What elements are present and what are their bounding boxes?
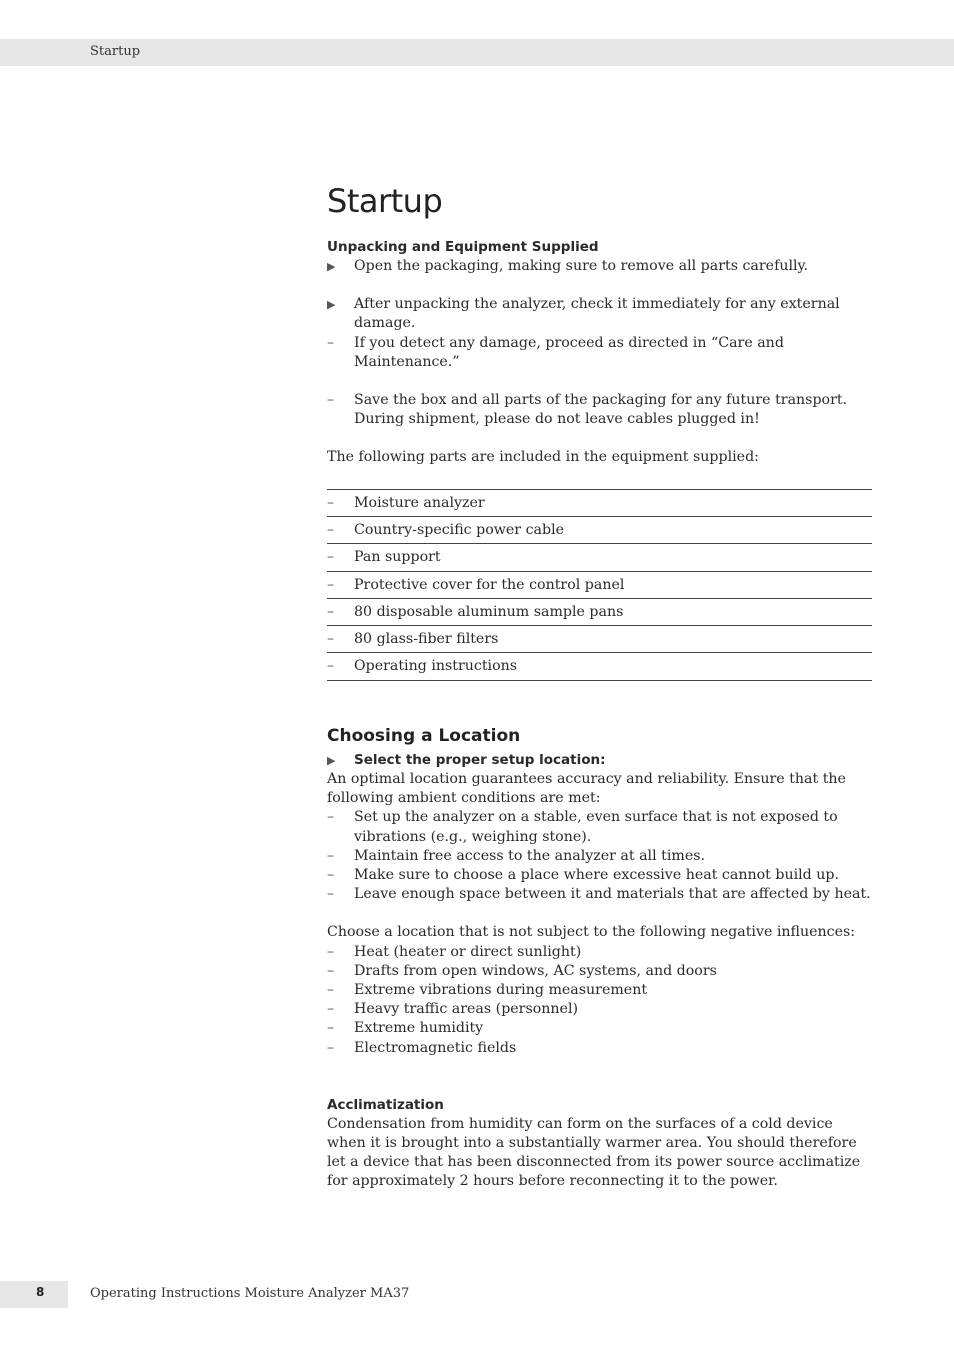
- unpacking-heading: Unpacking and Equipment Supplied: [327, 239, 599, 255]
- list-item: – Heavy traffic areas (personnel): [327, 1001, 579, 1018]
- location-intro: An optimal location guarantees accuracy and reliability. Ensure that the following ambient conditions are met:: [327, 770, 846, 807]
- list-item: – Maintain free access to the analyzer at all times.: [327, 847, 706, 864]
- page-number: 8: [36, 1285, 45, 1299]
- triangle-bullet-icon: ▶: [327, 260, 336, 273]
- location-instruction: ▶ Select the proper setup location:: [327, 751, 872, 770]
- list-item: – Leave enough space between it and materials that are affected by heat.: [327, 886, 871, 903]
- parts-intro: The following parts are included in the equipment supplied:: [327, 449, 759, 466]
- acclimatization-heading: Acclimatization: [327, 1096, 444, 1113]
- unpacking-step-2: ▶ After unpacking the analyzer, check it immediately for any external damage.: [327, 296, 840, 332]
- table-row: – Operating instructions: [327, 653, 872, 680]
- list-item: – Extreme vibrations during measurement: [327, 981, 648, 998]
- list-item: – Extreme humidity: [327, 1020, 484, 1037]
- location-heading: Choosing a Location: [327, 725, 521, 746]
- table-row: – 80 disposable aluminum sample pans: [327, 599, 872, 626]
- dash-bullet: –: [327, 334, 335, 351]
- unpacking-step-1: ▶ Open the packaging, making sure to remove all parts carefully.: [327, 257, 872, 276]
- unpacking-note-2: – Save the box and all parts of the packaging for any future transport. During shipment, please do not leave cables plugged in!: [327, 392, 848, 428]
- list-item: – Set up the analyzer on a stable, even surface that is not exposed to vibrations (e.g., weighing stone).: [327, 809, 838, 845]
- negative-intro: Choose a location that is not subject to the following negative influences:: [327, 924, 856, 941]
- triangle-bullet-icon: ▶: [327, 753, 336, 767]
- acclimatization-text: Condensation from humidity can form on the surfaces of a cold device when it is brought into a substantially warmer area. You should therefore let a device that has been disconnected from its power source acclimatize for approximately 2 hours before reconnecting it to the power.: [327, 1115, 861, 1190]
- table-row: – Country-specific power cable: [327, 517, 872, 544]
- triangle-bullet-icon: ▶: [327, 298, 336, 312]
- table-row: – 80 glass-fiber filters: [327, 626, 872, 653]
- running-header: [0, 39, 954, 66]
- list-item: – Make sure to choose a place where excessive heat cannot build up.: [327, 866, 839, 883]
- dash-bullet: –: [327, 392, 335, 409]
- page-title: Startup: [327, 182, 443, 220]
- table-row: – Pan support: [327, 544, 872, 571]
- table-row: – Protective cover for the control panel: [327, 572, 872, 599]
- page-number-box: [0, 1281, 68, 1308]
- list-item: – Heat (heater or direct sunlight): [327, 943, 582, 960]
- list-item: – Drafts from open windows, AC systems, and doors: [327, 962, 717, 979]
- parts-table: [327, 489, 872, 681]
- list-item: – Electromagnetic fields: [327, 1039, 517, 1056]
- footer-title: Operating Instructions Moisture Analyzer MA37: [90, 1286, 410, 1301]
- running-title: Startup: [90, 44, 141, 59]
- main-content: [327, 180, 872, 1192]
- unpacking-note-1: – If you detect any damage, proceed as directed in “Care and Maintenance.”: [327, 334, 784, 370]
- table-row: – Moisture analyzer: [327, 490, 872, 517]
